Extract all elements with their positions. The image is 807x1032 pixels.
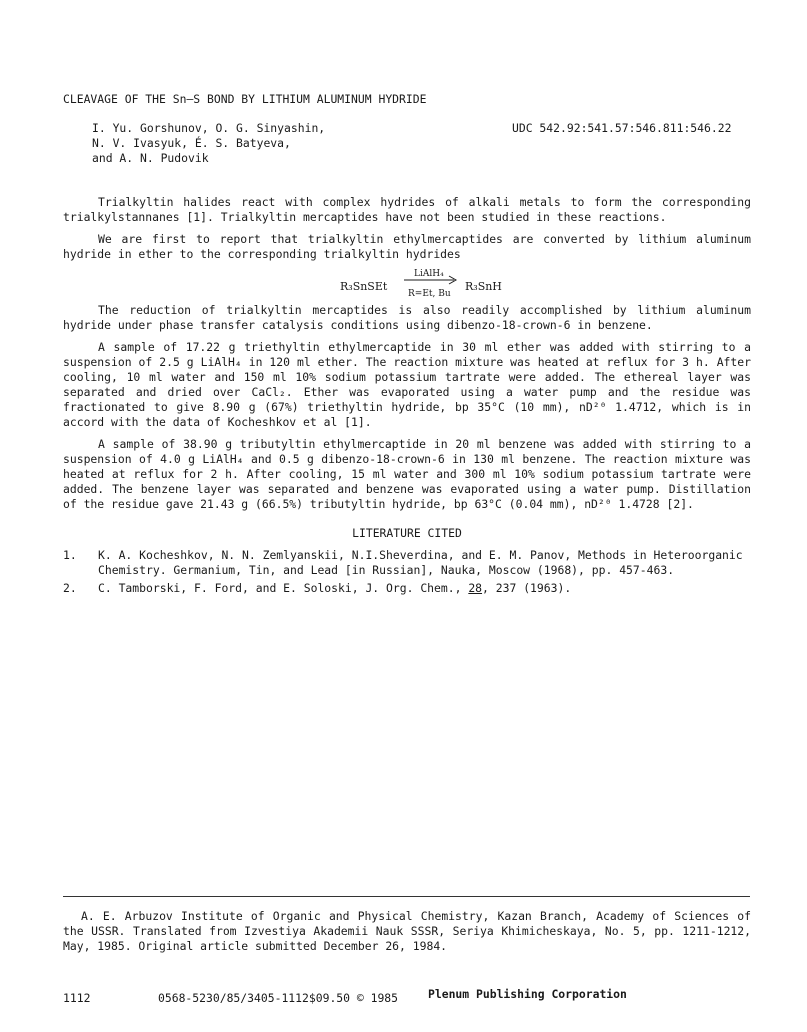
author-line: I. Yu. Gorshunov, O. G. Sinyashin, <box>92 121 326 135</box>
footnote-divider <box>63 896 750 897</box>
author-line: N. V. Ivasyuk, É. S. Batyeva, <box>92 136 291 150</box>
literature-heading: LITERATURE CITED <box>352 526 462 540</box>
article-title: CLEAVAGE OF THE Sn—S BOND BY LITHIUM ALUMINUM HYDRIDE <box>63 92 427 106</box>
udc-code: UDC 542.92:541.57:546.811:546.22 <box>512 121 732 135</box>
reference-item <box>63 581 751 596</box>
author-list <box>92 121 325 166</box>
page-number: 1112 <box>63 991 91 1005</box>
equation-reagent: LiAlH₄ <box>414 269 444 279</box>
equation-product: R₃SnH <box>465 280 502 293</box>
reference-pages: , 237 (1963). <box>482 581 572 595</box>
reference-item <box>63 548 751 578</box>
article-body <box>63 195 751 599</box>
paragraph-tributyltin: A sample of 38.90 g tributyltin ethylmercaptide in 20 ml benzene was added with stirring to a suspension of 4.0 g LiAlH₄ and 0.5 g dibenzo-18-crown-6 in 130 ml benzene. The reaction mixture was heated at reflux for 2 h. After cooling, 15 ml water and 300 ml 10% sodium potassium tartrate were added. The benzene layer was separated and benzene was evaporated using a water pump. Distillation of the residue gave 21.43 g (66.5%) tributyltin hydride, bp 63°C (0.04 mm), nD²⁰ 1.4728 [2]. <box>63 437 751 511</box>
reference-volume: 28 <box>468 581 483 595</box>
paragraph-phase-transfer: The reduction of trialkyltin mercaptides is also readily accomplished by lithium aluminum hydride under phase transfer catalysis conditions using dibenzo-18-crown-6 in benzene. <box>63 303 751 332</box>
issn-copyright: 0568-5230/85/3405-1112$09.50 © 1985 <box>158 991 399 1005</box>
reaction-equation <box>63 265 751 303</box>
equation-condition: R=Et, Bu <box>408 289 451 299</box>
publisher-name: Plenum Publishing Corporation <box>428 987 627 1001</box>
reference-number: 1. <box>63 548 77 562</box>
paragraph-report: We are first to report that trialkyltin ethylmercaptides are converted by lithium aluminum hydride in ether to the corresponding trialkyltin hydrides <box>63 232 751 261</box>
reference-text: K. A. Kocheshkov, N. N. Zemlyanskii, N.I.Sheverdina, and E. M. Panov, Methods in Heteroorganic Chemistry. Germanium, Tin, and Lead [in Russian], Nauka, Moscow (1968), pp. 457-463. <box>98 548 743 577</box>
author-line: and A. N. Pudovik <box>92 151 209 165</box>
paragraph-intro: Trialkyltin halides react with complex hydrides of alkali metals to form the corresponding trialkylstannanes [1]. Trialkyltin mercaptides have not been studied in these reactions. <box>63 195 751 224</box>
reference-number: 2. <box>63 581 77 595</box>
affiliation-footnote: A. E. Arbuzov Institute of Organic and Physical Chemistry, Kazan Branch, Academy of Sciences of the USSR. Translated from Izvestiya Akademii Nauk SSSR, Seriya Khimicheskaya, No. 5, pp. 1211-1212, May, 1985. Original article submitted December 26, 1984. <box>63 909 751 953</box>
equation-reactant: R₃SnSEt <box>340 280 388 293</box>
reference-text: C. Tamborski, F. Ford, and E. Soloski, J. Org. Chem., <box>98 581 469 595</box>
paragraph-triethyltin: A sample of 17.22 g triethyltin ethylmercaptide in 30 ml ether was added with stirring to a suspension of 2.5 g LiAlH₄ in 120 ml ether. The reaction mixture was heated at reflux for 3 h. After cooling, 10 ml water and 150 ml 10% sodium potassium tartrate were added. The ethereal layer was separated and dried over CaCl₂. Ether was evaporated using a water pump and the residue was fractionated to give 8.90 g (67%) triethyltin hydride, bp 35°C (10 mm), nD²⁰ 1.4712, which is in accord with the data of Kocheshkov et al [1]. <box>63 340 751 429</box>
reaction-arrow-icon <box>404 275 458 285</box>
